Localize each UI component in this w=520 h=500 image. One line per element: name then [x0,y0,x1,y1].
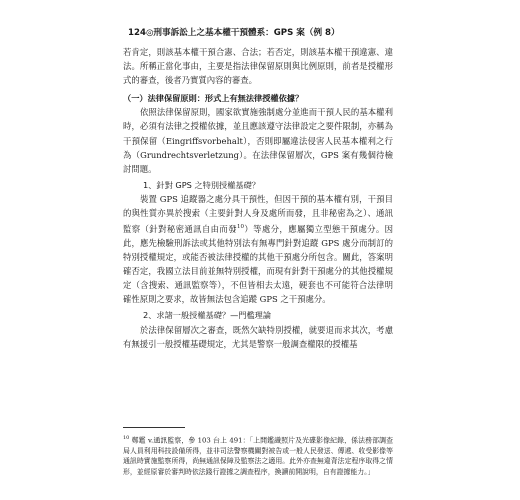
footnote-divider [123,427,185,428]
page-header: 124◎刑事訴訟上之基本權干預體系：GPS 案（例 8） [128,28,340,38]
footnote [123,433,393,477]
footnote-number: 10 [123,435,130,441]
subsection-heading-1: 1、針對 GPS 之特別授權基礎？ [143,179,260,190]
paragraph-3-part-b: ）等處分，應屬獨立型態干預處分。因此，應先檢驗刑訴法或其他特別法有無專門針對追蹤 GPS 處分而制訂的特別授權規定，或能否被法律授權的其他干預處分所包含。關此，答案明確否定，我國立法目前並無特別授權，而現有針對干預處分的其他授權規定（含搜索、通訊監察等），不但皆相去太遠，硬套也不可能符合法律明確性原則之要求，故皆無法包含追蹤 GPS 之干預處分。 [123,223,394,305]
paragraph-3-part-a: 裝置 GPS 追蹤器之處分具干預性，但因干預的基本權有別，干預目的與性質亦異於搜索（主要針對人身及處所而發，且非秘密為之）、通訊監察（針對秘密通訊自由而發 [123,193,393,234]
paragraph-2: 依照法律保留原則，國家欲實施強制處分並進而干預人民的基本權利時，必須有法律之授權依據，並且應該遵守法律設定之要件限制，亦稱為干預保留（Eingriffsvorbehalt），否則即屬違法侵害人民基本權利之行為（Grundrechtsverletzung）。在法律保留層次，GPS 案有幾個待檢討問題。 [123,107,393,174]
footnote-text: 鄭鑑 v.通訊監察，參 103 台上 491：「上開鑑識照片及光碟影像紀錄，係法務部調查局人員利用科技設備所得，並非司法警察機關對被告或一般人民發送、傳遞、收受影像等通訊時實施監察所得，尚無通訊保障及監察法之適用。此外亦查無違背法定程序取得之情形，並經原審於審判時依法踐行證據之調查程序，換讀前開說明，自有證據能力。」 [123,436,393,476]
paragraph-4: 於法律保留層次之審查，既然欠缺特別授權，就要退而求其次，考慮有無援引一般授權基礎規定，尤其是警察一般調查權限的授權基 [123,324,393,349]
subsection-heading-2: 2、求諸一般授權基礎？—門檻理論 [143,310,272,321]
main-text [123,45,393,351]
section-heading-1: （一）法律保留原則：形式上有無法律授權依據？ [123,93,304,104]
paragraph-1: 若肯定，則該基本權干預合憲、合法；若否定，則該基本權干預違憲、違法。所稱正當化事由，主要是指法律保留原則與比例原則，前者是授權形式的審查，後者乃實質內容的審查。 [123,47,393,86]
footnote-ref-10[interactable]: 10 [236,224,244,231]
paragraph-3 [123,192,393,307]
